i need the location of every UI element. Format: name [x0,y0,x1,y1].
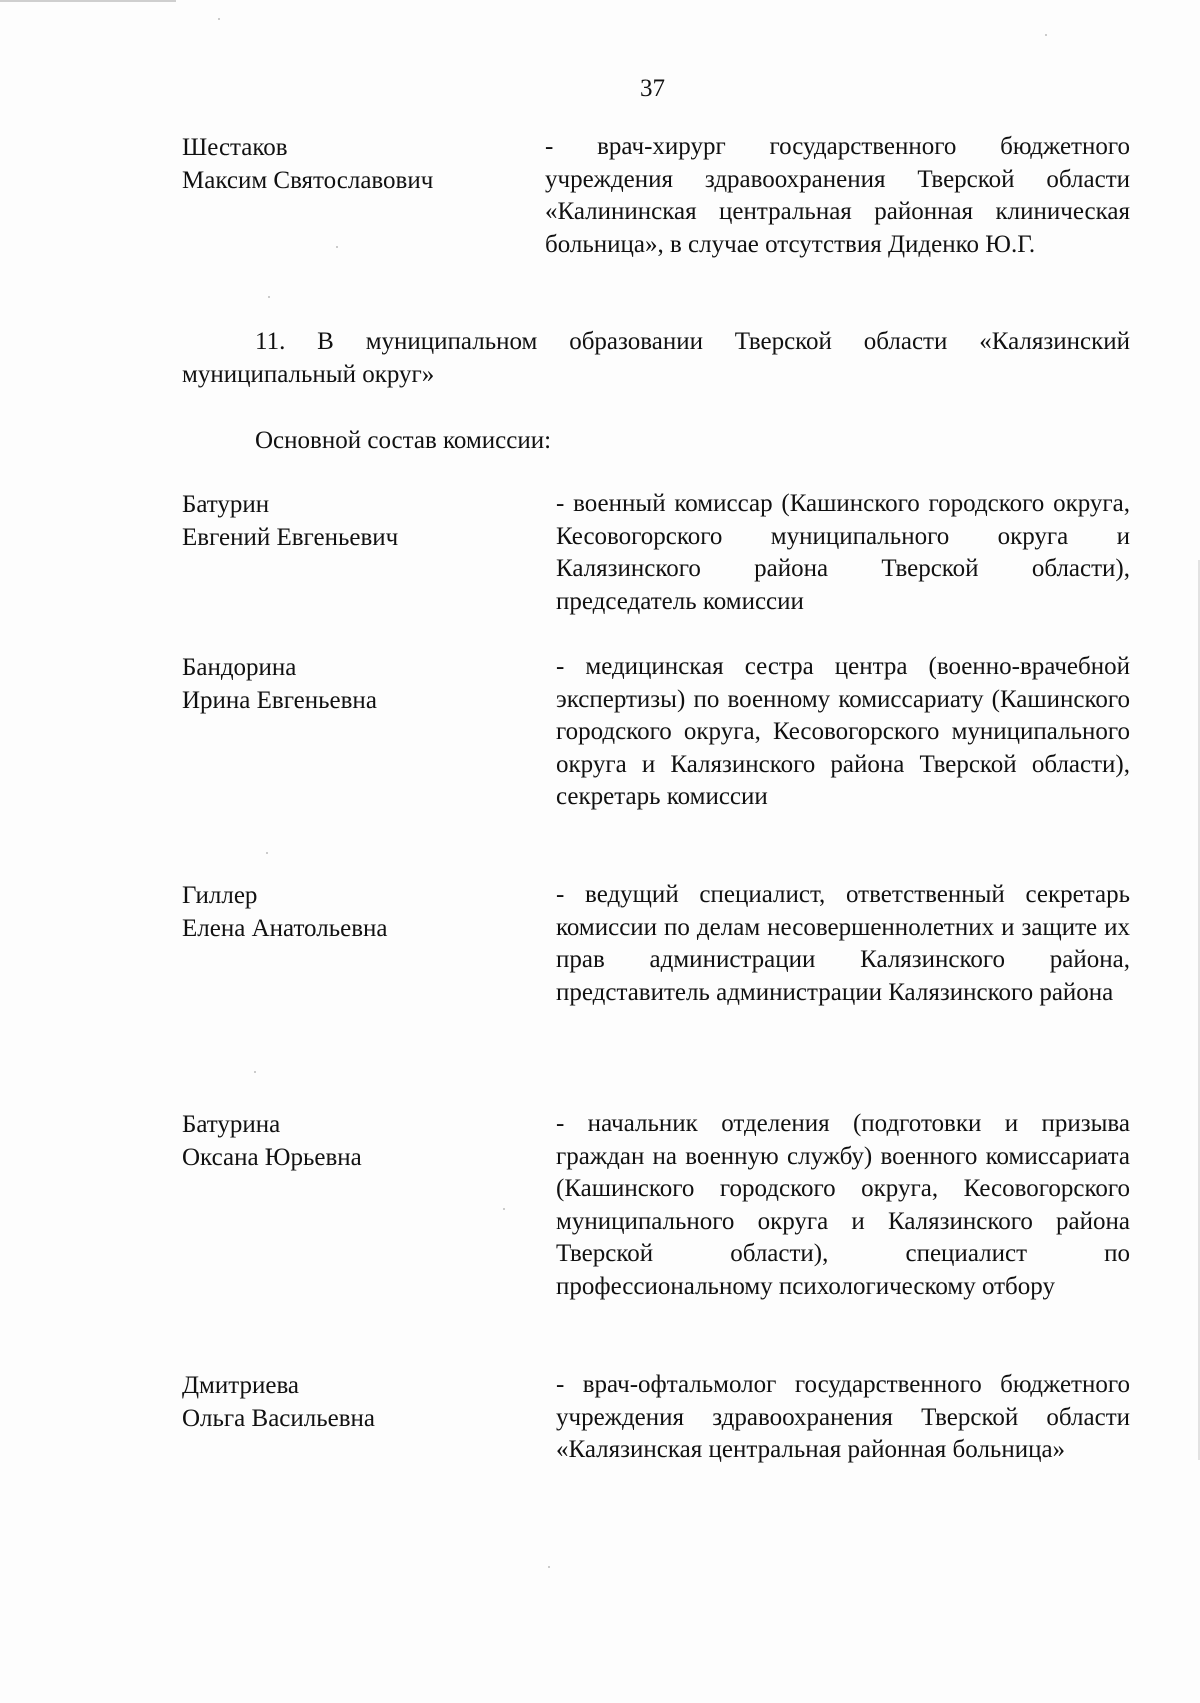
member-name [182,879,522,945]
member-surname: Шестаков [182,134,288,161]
member-role: - начальник отделения (подготовки и призыва граждан на военную службу) военного комиссариата (Кашинского городского округа, Кесовогорского муниципального округа и Калязинского района Тверской области), специалист по профессиональному психологическому отбору [556,1110,1130,1300]
scan-speck [254,1071,256,1073]
member-entry-dmitrieva [182,1369,1130,1504]
scan-speck [1045,34,1047,36]
scan-speck [266,852,268,854]
member-entry-shestakov [182,131,1130,296]
composition-label: Основной состав комиссии: [255,427,552,454]
member-role: - врач-офтальмолог государственного бюджетного учреждения здравоохранения Тверской области «Калязинская центральная районная больница» [556,1371,1130,1464]
section-heading: 11. В муниципальном образовании Тверской области «Калязинский муниципальный округ» [182,328,1130,388]
member-name [182,131,522,197]
member-given-names: Максим Святославович [182,167,434,194]
member-entry-giller [182,879,1130,1079]
member-entry-bandorina [182,651,1130,851]
member-role: - ведущий специалист, ответственный секретарь комиссии по делам несовершеннолетних и защите их прав администрации Калязинского района, представитель администрации Калязинского района [556,881,1130,1006]
member-role: - медицинская сестра центра (военно-врачебной экспертизы) по военному комиссариату (Кашинского городского округа, Кесовогорского муниципального округа и Калязинского района Тверской области), секретарь комиссии [556,653,1130,811]
member-given-names: Елена Анатольевна [182,915,388,942]
member-surname: Дмитриева [182,1372,300,1399]
scan-speck [503,1208,505,1210]
member-name [182,651,522,717]
member-name [182,488,522,554]
member-surname: Батурина [182,1111,281,1138]
member-surname: Гиллер [182,882,258,909]
scan-speck [268,296,270,298]
member-role: - военный комиссар (Кашинского городского округа, Кесовогорского муниципального округа и Калязинского района Тверской области), председатель комиссии [556,490,1130,615]
member-name [182,1108,522,1174]
member-given-names: Евгений Евгеньевич [182,524,399,551]
member-entry-baturina [182,1108,1130,1338]
member-name [182,1369,522,1435]
scan-speck [548,1566,550,1568]
member-surname: Батурин [182,491,270,518]
member-given-names: Ольга Васильевна [182,1405,376,1432]
member-given-names: Оксана Юрьевна [182,1144,362,1171]
page-number: 37 [640,75,665,102]
member-role: - врач-хирург государственного бюджетного учреждения здравоохранения Тверской области «Калининская центральная районная клиническая больница», в случае отсутствия Диденко Ю.Г. [545,133,1130,258]
member-surname: Бандорина [182,654,297,681]
scan-speck [336,246,338,248]
member-given-names: Ирина Евгеньевна [182,687,377,714]
scan-speck [218,18,220,20]
member-entry-baturin [182,488,1130,623]
scan-edge-top [0,0,176,2]
